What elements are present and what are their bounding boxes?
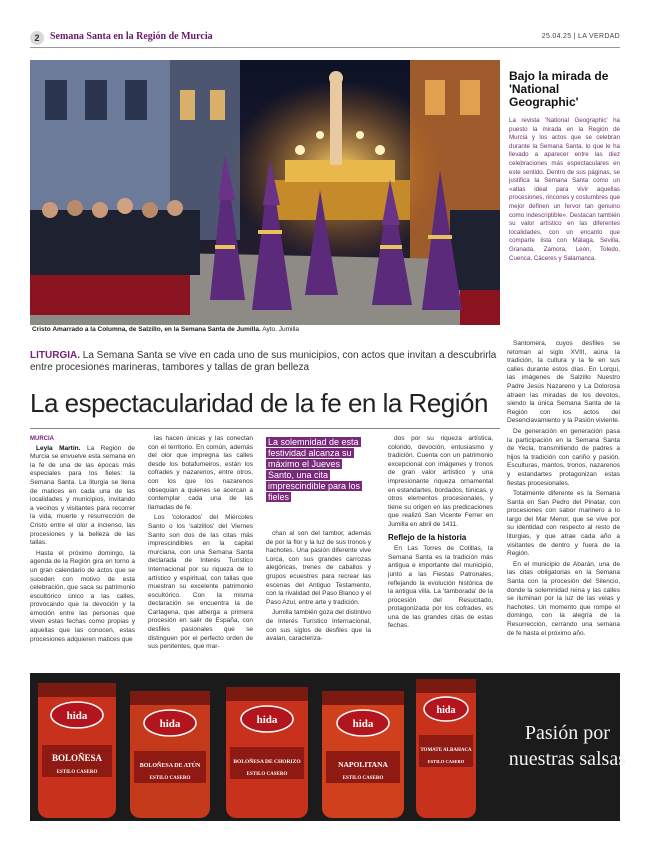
header-divider xyxy=(30,47,620,48)
article-column-2 xyxy=(148,435,253,654)
paragraph: Jumilla también goza del distintivo de Interés Turístico Internacional, con sus siglos de desfiles que la avalan, caracteriza- xyxy=(266,609,371,643)
dateline: 25.04.25 | LA VERDAD xyxy=(541,33,620,40)
product-label-5: TOMATE ALBAHACA xyxy=(420,748,472,753)
ad-slogan xyxy=(509,720,626,772)
paragraph: Santomera, cuyos desfiles se retoman al siglo XVIII, aúna la tradición, la cultura y la fe en sus calles durante estos días. En Lorquí, las imágenes de Salzillo Nuestro Padre Jesús Nazareno y La Dolorosa atraen las miradas de los devotos, siendo la única Semana Santa de la Región con los actos del Desenclavamiento y la Pasión viviente. xyxy=(507,340,620,425)
jar-bolonesa xyxy=(38,683,116,818)
subtitle-2: ESTILO CASERO xyxy=(149,776,191,781)
sidebar-box xyxy=(507,60,620,338)
paragraph: En el municipio de Abarán, una de las citas obligatorias en la Semana Santa con la procesión del Silencio, donde la solemnidad reina y las calles se iluminan por la luz de las velas y hachotes. Un momento que rompe el domingo, con la alegría de la Resurrección, cerrando una semana de fe hasta el próximo año. xyxy=(507,560,620,637)
article-column-5 xyxy=(507,340,620,640)
subtitle-1: ESTILO CASERO xyxy=(56,770,98,775)
paragraph: Totalmente diferente es la Semana Santa en San Pedro del Pinatar, con procesiones con sabor marinero a lo largo del Mar Menor, que se vive por su identidad con respecto al resto de liturgias, y que atrae cada año a visitantes de dentro y fuera de la Región. xyxy=(507,490,620,558)
location-tag: MURCIA xyxy=(30,436,54,442)
subheading: Reflejo de la historia xyxy=(388,532,467,542)
photo-credit: Ayto. Jumilla xyxy=(262,326,299,333)
caption-text: Cristo Amarrado a la Columna, de Salzillo, en la Semana Santa de Jumilla. xyxy=(32,326,261,333)
kicker-label: LITURGIA. xyxy=(30,350,80,361)
kicker xyxy=(30,350,500,374)
paragraph: En Las Torres de Cotillas, la Semana Santa es la tradición más antigua e importante del municipio, junto a las Fiestas Patronales, reflejando la evolución histórica de la antigua villa. La 'tamborada' de la procesión del Resucitado, protagonizada por los cofrades, es una de las grandes citas de estas fechas. xyxy=(388,545,493,630)
product-label-4: NAPOLITANA xyxy=(338,760,388,769)
product-label-2: BOLOÑESA DE ATÚN xyxy=(139,763,201,769)
pull-quote-text: La solemnidad de esta festividad alcanza su máximo el Jueves Santo, una cita imprescindible para los fieles xyxy=(268,437,361,502)
article-column-4 xyxy=(388,435,493,633)
jar-atun xyxy=(130,691,210,818)
procession-photo xyxy=(30,60,500,325)
product-label-1: BOLOÑESA xyxy=(51,753,103,763)
brand-logo-5: hida xyxy=(436,705,456,716)
paragraph: Los 'colorados' del Miércoles Santo o los 'salzillos' del Viernes Santo son dos de las citas más imprescindibles en la capital murciana, con una Semana Santa declarada de Interés Turístico Internacional por su riqueza de lo artístico y espiritual, con tallas que muestran su excelente patrimonio escultórico. Con la misma declaración se encuentra la de Cartagena, que alberga a primera procesión en salir de España, con desfiles pasionales que se distinguen por el perfecto orden de sus penitentes, que mar- xyxy=(148,514,253,651)
paragraph: dos por su riqueza artística, colorido, devoción, entusiasmo y tradición. Cuenta con un patrimonio excepcional con imágenes y tronos de gran valor artístico y una impresionante riqueza ornamental en estandartes, bordados, túnicas, y otros elementos procesionales, y tiene su origen en las predicaciones que realizó San Vicente Ferrer en Jumilla en abril de 1411. xyxy=(388,435,493,528)
article-column-1 xyxy=(30,435,135,646)
subtitle-3: ESTILO CASERO xyxy=(246,772,288,777)
paragraph: La Región de Murcia se envuelve esta semana en la fe de una de las épocas más especiales para los fieles: la Semana Santa. La liturgia se llena de matices en cada una de las localidades y municipios, invitando a vecinos y visitantes para recorrer la vida, muerte y resurrección de Cristo entre el olor a incienso, las procesiones y la belleza de las tallas. xyxy=(30,444,136,547)
headline-divider xyxy=(30,428,500,429)
jar-napolitana xyxy=(322,691,404,818)
sidebar-body: La revista 'National Geographic' ha puesto la mirada en la Región de Murcia y los actos que se celebran durante la Semana Santa, lo que le ha llevado a aparecer entre las diez celebraciones más espectaculares en este sentido. Dentro de sus páginas, se justifica la Semana Santa como un «atlas ideal para vivir aquellas procesiones, rincones y costumbres que mejor definen un fervor tan genuino como indescriptible». Destacan también su valor artístico en las diferentes localidades, con un encanto que comparte lista con Málaga, Sevilla, Granada, Zamora, León, Toledo, Cuenca, Cáceres y Salamanca. xyxy=(509,117,620,262)
paragraph: Hasta el próximo domingo, la agenda de la Región gira en torno a un gran calendario de actos que se suceden con motivo de esta celebración, que saca su patrimonio escultórico único a las calles, provocando que la devoción y la emoción entre las personas que viven estas fechas como propias y aquellas que las conocen, estas procesiones adquieren matices que xyxy=(30,549,135,643)
subtitle-4: ESTILO CASERO xyxy=(342,776,384,781)
ad-slogan-line-1: Pasión por xyxy=(524,722,610,744)
article-column-3 xyxy=(266,530,371,646)
photo-caption xyxy=(32,326,502,333)
ad-slogan-line-2: nuestras salsas xyxy=(508,748,626,770)
kicker-text: La Semana Santa se vive en cada uno de sus municipios, con actos que invitan a descubrirla entre procesiones marineras, tambores y tallas de gran belleza xyxy=(30,350,497,373)
subtitle-5: ESTILO CASERO xyxy=(427,759,465,764)
brand-logo-2: hida xyxy=(159,718,181,730)
page-number: 2 xyxy=(30,31,44,45)
brand-logo-1: hida xyxy=(66,710,88,722)
paragraph: las hacen únicas y las conectan con el territorio. En común, además del olor que impregna las calles desde los botafumeiros, están los cofrades y nazarenos, entre otros, con los que los nazarenos obsequian a quienes se acercan a contemplar cada una de las llamadas de fe. xyxy=(148,435,253,511)
section-title: Semana Santa en la Región de Murcia xyxy=(50,31,213,42)
author: Leyla Martín. xyxy=(36,444,81,452)
brand-logo-4: hida xyxy=(352,718,374,730)
sidebar-title: Bajo la mirada de 'National Geographic' xyxy=(509,69,609,109)
pull-quote xyxy=(266,437,366,503)
jar-chorizo xyxy=(226,687,308,818)
brand-logo-3: hida xyxy=(256,714,278,726)
paragraph: De generación en generación pasa la participación en la Semana Santa de Yecla, transmitiendo de padres a hijos la tradición con cariño y pasión. Esculturas, mantos, tronos, nazarenos y estandartes protagonizan estas fiestas procesionales. xyxy=(507,427,620,487)
product-label-3: BOLOÑESA DE CHORIZO xyxy=(233,759,301,765)
paragraph: chan al son del tambor, además de por la flor y la luz de sus tronos y hachotes. Una pasión diferente vive Lorca, con sus grandes carrozas alegóricas, trenes de caballos y grupos ecuestres para recrear las escenas del Antiguo Testamento, con la rivalidad del Paso Blanco y el Paso Azul, entre arte y tradición. xyxy=(266,530,371,606)
headline: La espectacularidad de la fe en la Región xyxy=(30,388,488,418)
